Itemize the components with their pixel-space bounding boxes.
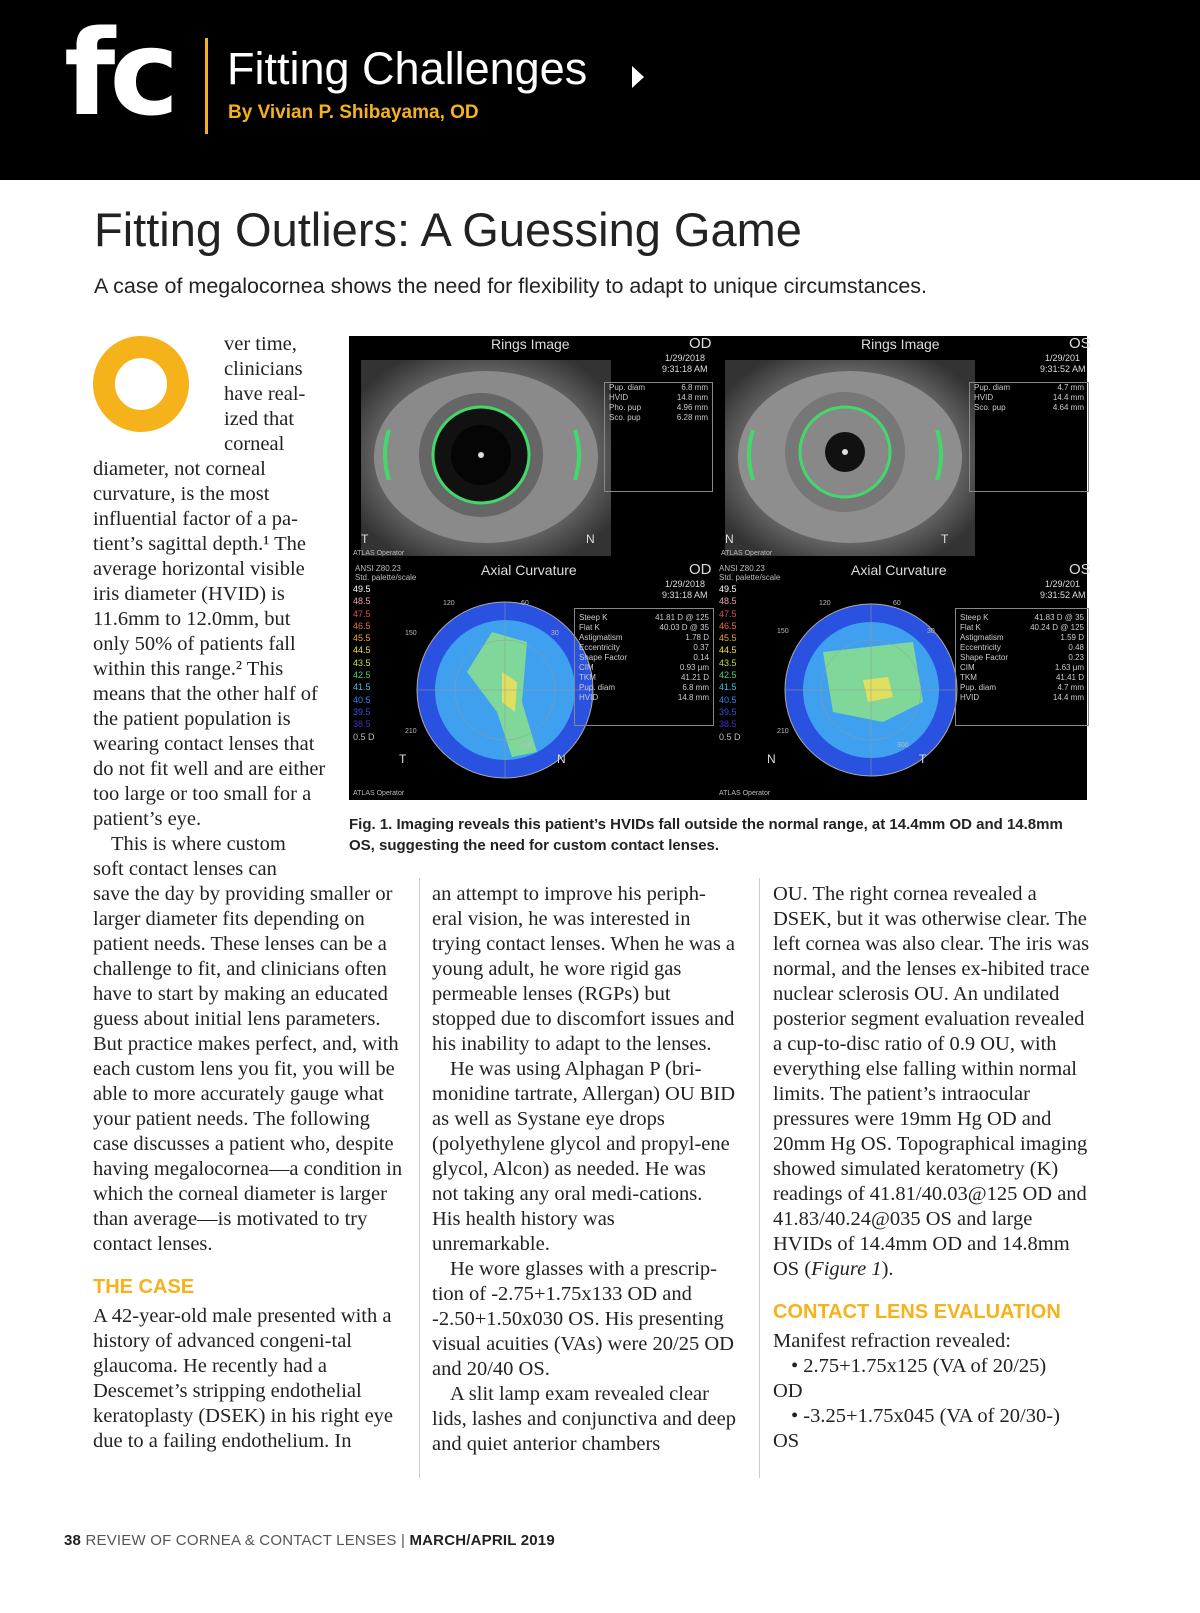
column-1-top — [224, 332, 334, 457]
od-axial-time: 9:31:18 AM — [662, 590, 708, 600]
od-eye-label: OD — [689, 335, 712, 352]
od-angle-150: 150 — [405, 630, 417, 637]
od-rings-panel — [349, 336, 717, 562]
os-rings-panel — [719, 335, 1091, 562]
od-operator: ATLAS Operator — [353, 550, 405, 557]
axial-info-row: Steep K 41.81 D @ 125 — [579, 613, 709, 622]
os-angle-300: 300 — [897, 742, 909, 749]
od-angle-210: 210 — [405, 728, 417, 735]
od-angle-120: 120 — [443, 600, 455, 607]
scale-label: 0.5 D — [719, 731, 741, 742]
page-footer — [64, 1532, 555, 1549]
od-axial-title: Axial Curvature — [481, 562, 577, 578]
od-eye-image — [361, 360, 611, 556]
os-time: 9:31:52 AM — [1040, 364, 1086, 374]
os-axial-right: T — [919, 752, 927, 766]
axial-info-row: Flat K 40.03 D @ 35 — [579, 623, 709, 632]
article-title: Fitting Outliers: A Guessing Game — [94, 203, 802, 256]
axial-info-row: HVID 14.4 mm — [960, 693, 1084, 702]
os-palette: Std. palette/scale — [719, 573, 781, 582]
rings-info-row: Sco. pup 6.28 mm — [609, 413, 708, 422]
axial-info-row: Eccentricity 0.48 — [960, 643, 1084, 652]
os-rings-title: Rings Image — [861, 336, 940, 352]
figure-reference: Figure 1 — [811, 1258, 882, 1280]
os-axial-info — [955, 608, 1089, 726]
axial-info-row: TKM 41.41 D — [960, 673, 1084, 682]
od-palette: Std. palette/scale — [355, 573, 417, 582]
rings-info-row: Sco. pup 4.64 mm — [974, 403, 1084, 412]
os-axial-title: Axial Curvature — [851, 562, 947, 578]
bullet-eye: OS — [773, 1430, 800, 1452]
od-rings-right: N — [586, 532, 595, 546]
axial-info-row: Astigmatism 1.78 D — [579, 633, 709, 642]
os-ansi: ANSI Z80.23 — [719, 564, 765, 573]
rings-info-row: HVID 14.8 mm — [609, 393, 708, 402]
rings-info-row: Pup. diam 4.7 mm — [974, 383, 1084, 392]
paragraph: Manifest refraction revealed: — [773, 1330, 1011, 1352]
od-rings-left: T — [361, 532, 369, 546]
drop-cap — [93, 336, 189, 432]
scale-label: 44.5 — [353, 645, 371, 656]
bullet-eye: OD — [773, 1380, 803, 1402]
scale-label: 48.5 — [719, 596, 737, 607]
od-axial-panel — [349, 562, 717, 800]
bullet-item: • 2.75+1.75x125 (VA of 20/25) — [791, 1355, 1047, 1377]
od-angle-300: 300 — [521, 742, 533, 749]
page-number: 38 — [64, 1532, 82, 1549]
axial-info-row: Pup. diam 4.7 mm — [960, 683, 1084, 692]
os-eye-label: OS — [1069, 335, 1091, 352]
axial-info-row: CIM 0.93 µm — [579, 663, 709, 672]
axial-info-row: Pup. diam 6.8 mm — [579, 683, 709, 692]
body-line: ver time, — [224, 333, 297, 355]
axial-info-row: HVID 14.8 mm — [579, 693, 709, 702]
column-1-narrow — [93, 457, 329, 882]
scale-label: 49.5 — [719, 584, 737, 594]
column-2 — [432, 882, 736, 1457]
scale-label: 38.5 — [353, 719, 371, 730]
os-operator: ATLAS Operator — [721, 550, 773, 557]
os-rings-right: T — [941, 532, 949, 546]
os-color-scale — [719, 583, 741, 743]
od-axial-date: 1/29/2018 — [665, 579, 706, 589]
scale-label: 46.5 — [719, 620, 737, 631]
subhead-contact-lens-evaluation: CONTACT LENS EVALUATION — [773, 1301, 1061, 1323]
issue-date: MARCH/APRIL 2019 — [409, 1532, 555, 1549]
body-line: corneal — [224, 433, 285, 455]
subhead-the-case: THE CASE — [93, 1276, 195, 1298]
scale-label: 40.5 — [353, 694, 371, 705]
axial-info-row: Shape Factor 0.14 — [579, 653, 709, 662]
scale-label: 39.5 — [353, 706, 371, 717]
play-arrow-icon — [632, 66, 644, 88]
scale-label: 41.5 — [719, 682, 737, 693]
os-axial-panel — [719, 561, 1091, 800]
os-axial-eye: OS — [1069, 561, 1091, 578]
paragraph: save the day by providing smaller or larger diameter fits depending on patient needs. These lenses can be a challenge to fit, and clinicians often have to start by making an educated guess about initial lens parameters. But practice makes perfect, and, with each custom lens you fit, you will be able to more accurately gauge what your patient needs. The following case discusses a patient who, despite having megalocornea—a condition in which the corneal diameter is larger than average—is motivated to try contact lenses. — [93, 883, 403, 1255]
paragraph: A 42-year-old male presented with a history of advanced congeni-tal glaucoma. He recently had a Descemet’s stripping endothelial keratoplasty (DSEK) in his right eye due to a failing endothelium. In — [93, 1305, 394, 1452]
os-eye-image — [725, 360, 975, 556]
od-date: 1/29/2018 — [665, 353, 706, 363]
scale-label: 42.5 — [719, 670, 737, 681]
section-header — [0, 0, 1200, 180]
divider — [205, 38, 208, 134]
bullet-item: • -3.25+1.75x045 (VA of 20/30-) — [791, 1405, 1060, 1427]
os-angle-210: 210 — [777, 728, 789, 735]
footer-separator: | — [400, 1532, 406, 1549]
os-angle-150: 150 — [777, 628, 789, 635]
od-angle-60: 60 — [521, 600, 529, 607]
column-3 — [773, 882, 1093, 1454]
scale-label: 42.5 — [353, 670, 371, 681]
scale-label: 39.5 — [719, 706, 737, 717]
rings-info-row: HVID 14.4 mm — [974, 393, 1084, 402]
scale-label: 47.5 — [353, 608, 371, 619]
scale-label: 38.5 — [719, 719, 737, 730]
paragraph: diameter, not corneal curvature, is the most influential factor of a pa-tient’s sagittal depth.¹ The average horizontal visible iris diameter (HVID) is 11.6mm to 12.0mm, but only 50% of patients fall within this range.² This means that the other half of the patient population is wearing contact lenses that do not fit well and are either too large or too small for a patient’s eye. — [93, 458, 326, 830]
scale-label: 47.5 — [719, 608, 737, 619]
rings-info-row: Pup. diam 6.8 mm — [609, 383, 708, 392]
os-angle-120: 120 — [819, 600, 831, 607]
od-ansi: ANSI Z80.23 — [355, 564, 401, 573]
paragraph: A slit lamp exam revealed clear lids, lashes and conjunctiva and deep and quiet anterior chambers — [432, 1383, 736, 1455]
os-axial-left: N — [767, 752, 776, 766]
scale-label: 41.5 — [353, 682, 371, 693]
paragraph: He was using Alphagan P (bri-monidine tartrate, Allergan) OU BID as well as Systane eye drops (polyethylene glycol and propyl-ene glycol, Alcon) as needed. He was not taking any oral medi-cations. His health history was unremarkable. — [432, 1058, 736, 1255]
body-line: ized that — [224, 408, 295, 430]
publication-name: REVIEW OF CORNEA & CONTACT LENSES — [85, 1532, 397, 1549]
scale-label: 43.5 — [353, 657, 371, 668]
axial-info-row: Steep K 41.83 D @ 35 — [960, 613, 1084, 622]
scale-label: 48.5 — [353, 596, 371, 607]
scale-label: 49.5 — [353, 584, 371, 594]
axial-info-row: TKM 41.21 D — [579, 673, 709, 682]
column-rule — [419, 878, 420, 1478]
section-title: Fitting Challenges — [227, 43, 588, 94]
scale-label: 45.5 — [353, 633, 371, 644]
od-color-scale — [353, 583, 375, 743]
byline: By Vivian P. Shibayama, OD — [228, 102, 479, 123]
os-axial-time: 9:31:52 AM — [1040, 590, 1086, 600]
od-axial-left: T — [399, 752, 407, 766]
article-deck: A case of megalocornea shows the need for flexibility to adapt to unique circumstances. — [94, 274, 927, 298]
scale-label: 44.5 — [719, 645, 737, 656]
os-rings-info — [969, 382, 1089, 492]
od-axial-eye: OD — [689, 561, 712, 578]
scale-label: 40.5 — [719, 694, 737, 705]
os-axial-date: 1/29/201 — [1045, 579, 1081, 589]
column-1 — [93, 882, 407, 1454]
scale-label: 0.5 D — [353, 731, 375, 742]
os-axial-operator: ATLAS Operator — [719, 790, 771, 797]
od-rings-info — [604, 382, 713, 492]
scale-label: 46.5 — [353, 620, 371, 631]
section-logo: fc — [64, 4, 174, 142]
od-axial-right: N — [557, 752, 566, 766]
svg-text:O: O — [93, 336, 94, 337]
os-angle-60: 60 — [893, 600, 901, 607]
paragraph: OU. The right cornea revealed a DSEK, but it was otherwise clear. The left cornea was also clear. The iris was normal, and the lenses ex-hibited trace nuclear sclerosis OU. An undilated posterior segment evaluation revealed a cup-to-disc ratio of 0.9 OU, with everything else falling within normal limits. The patient’s intraocular pressures were 19mm Hg OD and 20mm Hg OS. Topographical imaging showed simulated keratometry (K) readings of 41.81/40.03@125 OD and 41.83/40.24@035 OS and large HVIDs of 14.4mm OD and 14.8mm OS (Figure 1). — [773, 883, 1090, 1280]
axial-info-row: Eccentricity 0.37 — [579, 643, 709, 652]
paragraph: an attempt to improve his periph-eral vision, he was interested in trying contact lenses. When he was a young adult, he wore rigid gas permeable lenses (RGPs) but stopped due to discomfort issues and his inability to adapt to the lenses. — [432, 883, 736, 1055]
paragraph: He wore glasses with a prescrip-tion of -2.75+1.75x133 OD and -2.50+1.50x030 OS. His presenting visual acuities (VAs) were 20/25 OD and 20/40 OS. — [432, 1258, 734, 1380]
body-line: have real- — [224, 383, 306, 405]
os-date: 1/29/201 — [1045, 353, 1081, 363]
od-angle-30: 30 — [551, 630, 559, 637]
axial-info-row: Flat K 40.24 D @ 125 — [960, 623, 1084, 632]
os-angle-30: 30 — [927, 628, 935, 635]
figure-caption: Fig. 1. Imaging reveals this patient’s HVIDs fall outside the normal range, at 14.4mm OD and 14.8mm OS, suggesting the need for custom contact lenses. — [349, 816, 1063, 854]
od-axial-info — [574, 608, 714, 726]
rings-info-row: Pho. pup 4.96 mm — [609, 403, 708, 412]
os-axial-map — [763, 592, 973, 782]
axial-info-row: Shape Factor 0.23 — [960, 653, 1084, 662]
scale-label: 45.5 — [719, 633, 737, 644]
column-rule — [759, 878, 760, 1478]
od-axial-operator: ATLAS Operator — [353, 790, 405, 797]
os-rings-left: N — [725, 532, 734, 546]
axial-info-row: Astigmatism 1.59 D — [960, 633, 1084, 642]
scale-label: 43.5 — [719, 657, 737, 668]
body-line: clinicians — [224, 358, 303, 380]
figure-topography — [349, 335, 1091, 800]
paragraph: This is where custom — [111, 833, 286, 855]
paragraph: soft contact lenses can — [93, 858, 277, 880]
od-time: 9:31:18 AM — [662, 364, 708, 374]
axial-info-row: CIM 1.63 µm — [960, 663, 1084, 672]
od-rings-title: Rings Image — [491, 336, 570, 352]
